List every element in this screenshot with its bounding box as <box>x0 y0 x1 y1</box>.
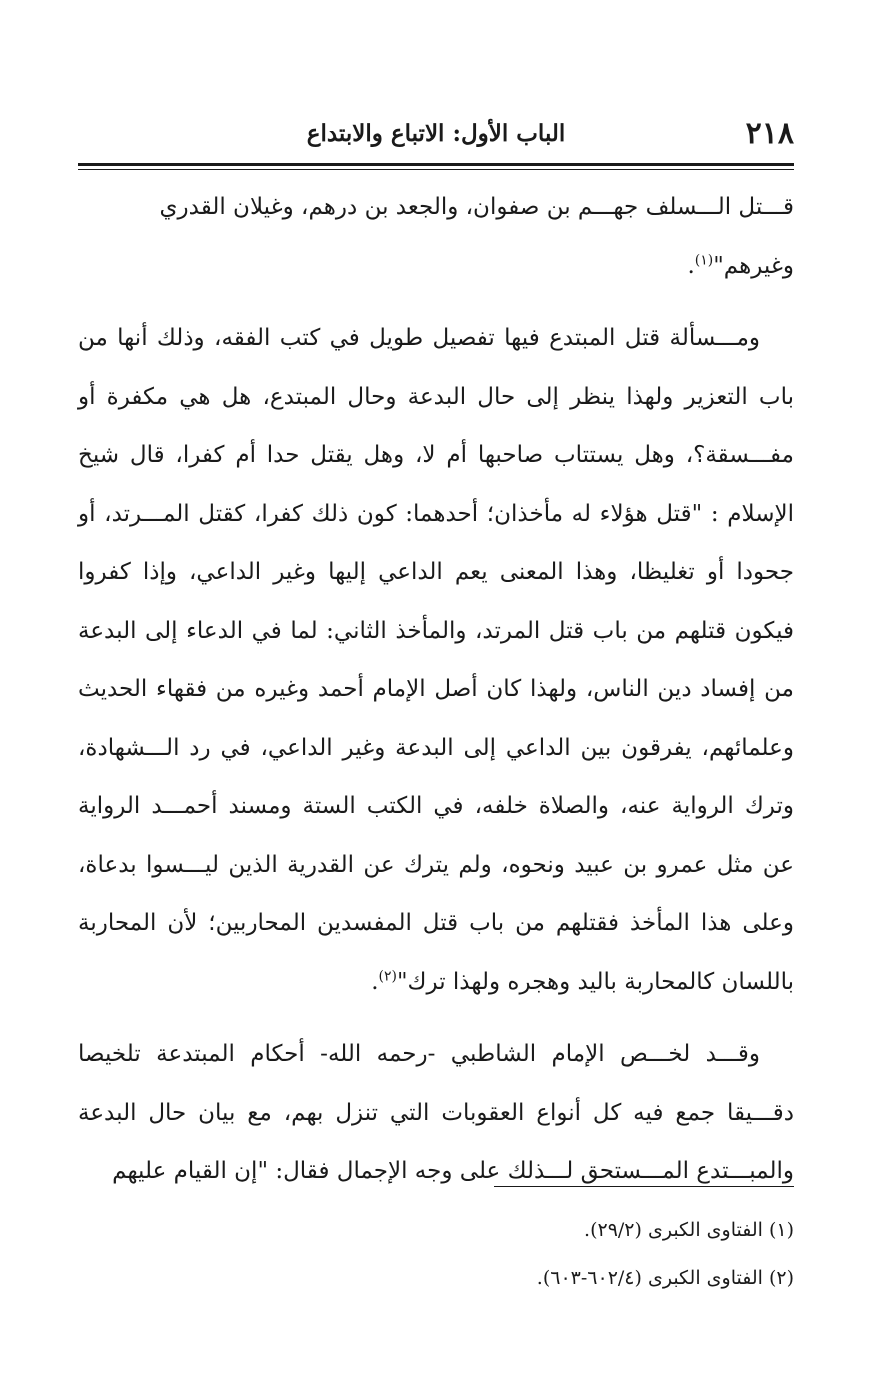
footnote-ref-1: (١) <box>694 251 714 268</box>
footnote-1: (١) الفتاوى الكبرى (٢٩/٢). <box>584 1219 794 1241</box>
running-title: الباب الأول: الاتباع والابتداع <box>306 120 566 147</box>
header-rule-thin <box>78 169 794 170</box>
paragraph-1-line-2: وغيرهم" <box>713 252 794 279</box>
paragraph-2: ومـــسألة قتل المبتدع فيها تفصيل طويل في كتب الفقه، وذلك أنها من باب التعزير ولهذا ينظر إلى حال البدعة وحال المبتدع، هل هي مكفرة أو مفـــسقة؟، وهل يستتاب صاحبها أم لا، وهل يقتل حدا أم كفرا، قال شيخ الإسلام : "قتل هؤلاء له مأخذان؛ أحدهما: كون ذلك كفرا، كقتل المـــرتد، أو جحودا أو تغليظا، وهذا المعنى يعم الداعي إليها وغير الداعي، وإذا كفروا فيكون قتلهم من باب قتل المرتد، والمأخذ الثاني: لما في الدعاء إلى البدعة من إفساد دين الناس، ولهذا كان أصل الإمام أحمد وغيره من فقهاء الحديث وعلمائهم، يفرقون بين الداعي إلى البدعة وغير الداعي، في رد الـــشهادة، وترك الرواية عنه، والصلاة خلفه، في الكتب الستة ومسند أحمـــد الرواية عن مثل عمرو بن عبيد ونحوه، ولم يترك عن القدرية الذين ليـــسوا بدعاة، وعلى هذا المأخذ فقتلهم من باب قتل المفسدين المحاربين؛ لأن المحاربة باللسان كالمحاربة باليد وهجره ولهذا ترك"$^{(٢)}$. <box>78 325 794 995</box>
header-rule <box>78 163 794 166</box>
footnote-rule <box>494 1186 794 1187</box>
footnote-2: (٢) الفتاوى الكبرى (٦٠٢/٤-٦٠٣). <box>536 1267 794 1289</box>
footnote-ref-2: (٢) <box>378 967 397 984</box>
body-text <box>78 178 794 1201</box>
paragraph-3 <box>78 1025 794 1201</box>
paragraph-3-text: وقـــد لخـــص الإمام الشاطبي -رحمه الله- أحكام المبتدعة تلخيصا دقـــيقا جمع فيه كل أنواع العقوبات التي تنزل بهم، مع بيان حال البدعة والمبـــتدع المـــستحق لـــذلك على وجه الإجمال فقال: "إن القيام عليهم <box>78 1041 794 1184</box>
paragraph-2-text: ومـــسألة قتل المبتدع فيها تفصيل طويل في كتب الفقه، وذلك أنها من باب التعزير ولهذا ينظر إلى حال البدعة وحال المبتدع، هل هي مكفرة أو مفـــسقة؟، وهل يستتاب صاحبها أم لا، وهل يقتل حدا أم كفرا، قال شيخ الإسلام : "قتل هؤلاء له مأخذان؛ أحدهما: كون ذلك كفرا، كقتل المـــرتد، أو جحودا أو تغليظا، وهذا المعنى يعم الداعي إليها وغير الداعي، وإذا كفروا فيكون قتلهم من باب قتل المرتد، والمأخذ الثاني: لما في الدعاء إلى البدعة من إفساد دين الناس، ولهذا كان أصل الإمام أحمد وغيره من فقهاء الحديث وعلمائهم، يفرقون بين الداعي إلى البدعة وغير الداعي، في رد الـــشهادة، وترك الرواية عنه، والصلاة خلفه، في الكتب الستة ومسند أحمـــد الرواية عن مثل عمرو بن عبيد ونحوه، ولم يترك عن القدرية الذين ليـــسوا بدعاة، وعلى هذا المأخذ فقتلهم من باب قتل المفسدين المحاربين؛ لأن المحاربة باللسان كالمحاربة باليد وهجره ولهذا ترك" <box>78 325 794 995</box>
page-number: ٢١٨ <box>745 116 794 151</box>
paragraph-1-line-1: قـــتل الـــسلف جهـــم بن صفوان، والجعد بن درهم، وغيلان القدري <box>159 194 794 220</box>
page-header <box>78 112 794 160</box>
footnotes <box>78 1206 794 1302</box>
paragraph-1: قـــتل الـــسلف جهـــم بن صفوان، والجعد بن درهم، وغيلان القدري وغيرهم"$^{(١)}$. <box>159 194 794 279</box>
